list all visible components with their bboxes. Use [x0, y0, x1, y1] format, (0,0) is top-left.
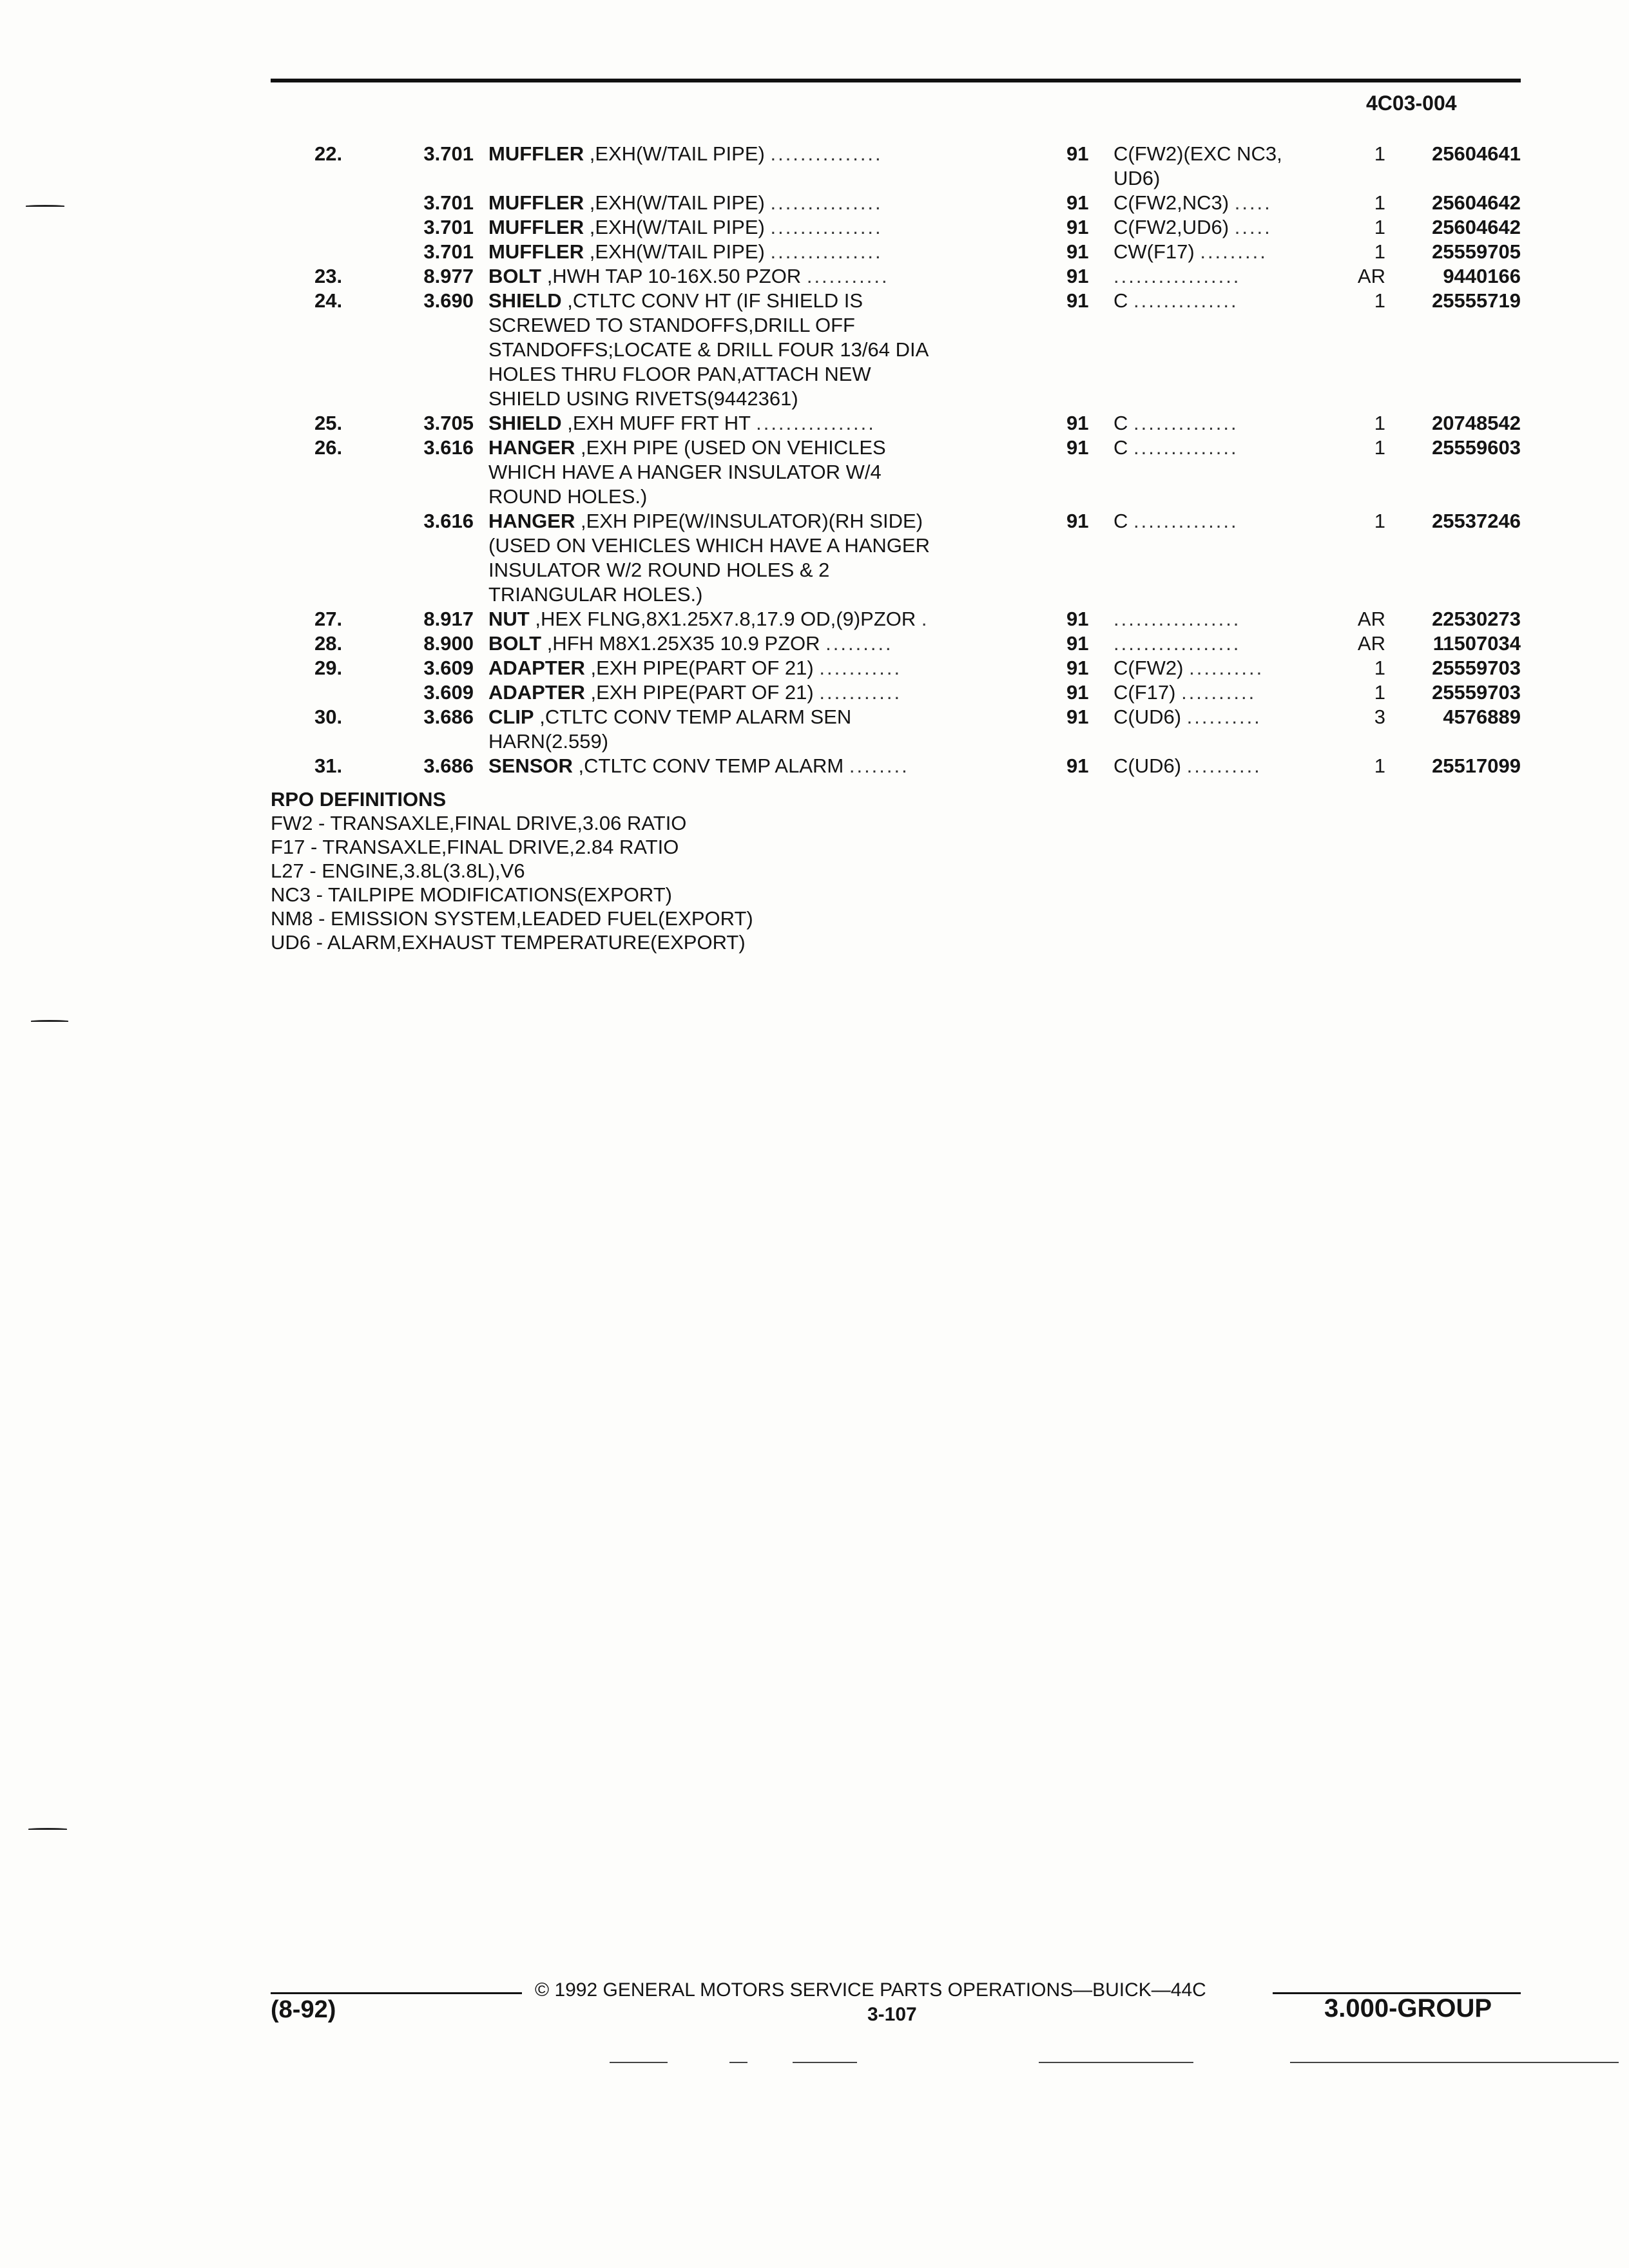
part-name: BOLT — [488, 265, 542, 287]
model-year: 91 — [1066, 216, 1089, 238]
rpo-line: L27 - ENGINE,3.8L(3.8L),V6 — [271, 860, 525, 882]
part-detail: ,HFH M8X1.25X35 10.9 PZOR — [541, 632, 826, 655]
usage-code-text: C(UD6) — [1113, 754, 1187, 777]
part-number: 11507034 — [1432, 632, 1521, 655]
part-description — [488, 656, 1017, 680]
usage-code-text: C — [1113, 436, 1133, 459]
parts-list — [0, 142, 1629, 778]
part-name: MUFFLER — [488, 142, 584, 165]
part-description — [488, 705, 1017, 729]
quantity: 1 — [1374, 191, 1385, 214]
table-row — [0, 607, 1629, 631]
part-name: ADAPTER — [488, 681, 585, 704]
footer-copyright: © 1992 GENERAL MOTORS SERVICE PARTS OPERATIONS—BUICK—44C — [535, 1979, 1206, 2001]
group-number: 3.690 — [423, 289, 474, 312]
part-detail: HOLES THRU FLOOR PAN,ATTACH NEW — [488, 363, 871, 385]
usage-code-text: C — [1113, 510, 1133, 532]
part-detail: ,CTLTC CONV TEMP ALARM SEN — [534, 706, 852, 728]
dot-leader: .............. — [1133, 510, 1239, 532]
part-number: 9440166 — [1443, 265, 1521, 287]
part-description — [488, 558, 1017, 582]
dot-leader: .............. — [1133, 412, 1239, 434]
part-number: 25604642 — [1432, 191, 1521, 214]
table-row — [0, 387, 1629, 411]
top-rule — [271, 79, 1521, 82]
part-name: BOLT — [488, 632, 542, 655]
usage-code — [1113, 240, 1333, 264]
table-row — [0, 264, 1629, 289]
scan-mark — [31, 1020, 68, 1022]
quantity: 1 — [1374, 681, 1385, 704]
part-name: ADAPTER — [488, 657, 585, 679]
table-row — [0, 362, 1629, 387]
dot-leader: ................. — [1113, 265, 1241, 287]
usage-code-text: C(F17) — [1113, 681, 1182, 704]
model-year: 91 — [1066, 632, 1089, 655]
dot-leader: ......... — [1200, 240, 1268, 263]
dot-leader: .......... — [1186, 754, 1262, 777]
part-detail: (USED ON VEHICLES WHICH HAVE A HANGER — [488, 534, 930, 557]
model-year: 91 — [1066, 412, 1089, 434]
usage-code — [1113, 509, 1333, 533]
usage-code — [1113, 191, 1333, 215]
item-number: 30. — [314, 706, 343, 728]
group-number: 3.686 — [423, 754, 474, 777]
table-row — [0, 705, 1629, 729]
scan-line — [610, 2062, 668, 2063]
part-detail: ,EXH(W/TAIL PIPE) — [584, 191, 771, 214]
part-description — [488, 460, 1017, 485]
part-description — [488, 582, 1017, 607]
usage-code — [1113, 680, 1333, 705]
usage-code-text: C — [1113, 289, 1133, 312]
part-name: MUFFLER — [488, 216, 584, 238]
usage-code — [1113, 607, 1333, 631]
scan-mark — [26, 205, 64, 207]
part-description — [488, 729, 1017, 754]
page-id: 4C03-004 — [1366, 91, 1457, 115]
dot-leader: ............... — [770, 240, 883, 263]
quantity: 1 — [1374, 289, 1385, 312]
table-row — [0, 338, 1629, 362]
scan-mark — [28, 1828, 67, 1830]
rpo-line: FW2 - TRANSAXLE,FINAL DRIVE,3.06 RATIO — [271, 812, 687, 834]
quantity: 1 — [1374, 216, 1385, 238]
dot-leader: .......... — [1189, 657, 1264, 679]
usage-code-text: CW(F17) — [1113, 240, 1200, 263]
part-description — [488, 142, 1017, 166]
table-row — [0, 166, 1629, 191]
part-name: MUFFLER — [488, 191, 584, 214]
quantity: 3 — [1374, 706, 1385, 728]
part-detail: ,EXH(W/TAIL PIPE) — [584, 216, 771, 238]
group-number: 3.686 — [423, 706, 474, 728]
rpo-line: F17 - TRANSAXLE,FINAL DRIVE,2.84 RATIO — [271, 836, 679, 858]
table-row — [0, 558, 1629, 582]
table-row — [0, 240, 1629, 264]
usage-code — [1113, 705, 1333, 729]
item-number: 28. — [314, 632, 343, 655]
table-row — [0, 729, 1629, 754]
part-detail: HARN(2.559) — [488, 730, 609, 753]
quantity: 1 — [1374, 754, 1385, 777]
part-description — [488, 215, 1017, 240]
part-detail: ,EXH PIPE (USED ON VEHICLES — [575, 436, 886, 459]
dot-leader: ........... — [819, 657, 902, 679]
dot-leader: ..... — [1234, 191, 1272, 214]
group-number: 3.616 — [423, 510, 474, 532]
part-description — [488, 313, 1017, 338]
part-description — [488, 754, 1017, 778]
part-name: NUT — [488, 608, 530, 630]
part-detail: ,EXH(W/TAIL PIPE) — [584, 240, 771, 263]
part-detail: ,EXH MUFF FRT HT — [561, 412, 757, 434]
part-number: 25604642 — [1432, 216, 1521, 238]
part-detail: ,CTLTC CONV TEMP ALARM — [572, 754, 849, 777]
part-detail: ,CTLTC CONV HT (IF SHIELD IS — [561, 289, 863, 312]
model-year: 91 — [1066, 240, 1089, 263]
model-year: 91 — [1066, 754, 1089, 777]
usage-code-text: UD6) — [1113, 167, 1161, 189]
table-row — [0, 436, 1629, 460]
group-number: 3.701 — [423, 142, 474, 165]
part-description — [488, 289, 1017, 313]
part-detail: SCREWED TO STANDOFFS,DRILL OFF — [488, 314, 855, 336]
group-number: 3.609 — [423, 681, 474, 704]
part-number: 25555719 — [1432, 289, 1521, 312]
part-detail: SHIELD USING RIVETS(9442361) — [488, 387, 798, 410]
part-number: 25559703 — [1432, 657, 1521, 679]
part-detail: INSULATOR W/2 ROUND HOLES & 2 — [488, 559, 830, 581]
part-number: 25537246 — [1432, 510, 1521, 532]
quantity: 1 — [1374, 240, 1385, 263]
part-number: 25604641 — [1432, 142, 1521, 165]
part-detail: ,HEX FLNG,8X1.25X7.8,17.9 OD,(9)PZOR — [529, 608, 921, 630]
part-detail: WHICH HAVE A HANGER INSULATOR W/4 — [488, 461, 882, 483]
part-detail: TRIANGULAR HOLES.) — [488, 583, 703, 606]
quantity: 1 — [1374, 412, 1385, 434]
usage-code-text: C(FW2,NC3) — [1113, 191, 1235, 214]
footer-group: 3.000-GROUP — [1324, 1994, 1492, 2023]
model-year: 91 — [1066, 657, 1089, 679]
model-year: 91 — [1066, 289, 1089, 312]
dot-leader: ............... — [770, 142, 883, 165]
table-row — [0, 680, 1629, 705]
rpo-line: NM8 - EMISSION SYSTEM,LEADED FUEL(EXPORT) — [271, 907, 753, 930]
group-number: 3.701 — [423, 216, 474, 238]
dot-leader: . — [921, 608, 929, 630]
group-number: 3.616 — [423, 436, 474, 459]
part-detail: ,HWH TAP 10-16X.50 PZOR — [541, 265, 807, 287]
table-row — [0, 191, 1629, 215]
quantity: 1 — [1374, 510, 1385, 532]
part-description — [488, 485, 1017, 509]
usage-code — [1113, 436, 1333, 460]
table-row — [0, 313, 1629, 338]
part-number: 25559703 — [1432, 681, 1521, 704]
part-description — [488, 436, 1017, 460]
rpo-title: RPO DEFINITIONS — [271, 788, 447, 811]
table-row — [0, 754, 1629, 778]
usage-code — [1113, 166, 1333, 191]
item-number: 24. — [314, 289, 343, 312]
part-description — [488, 411, 1017, 436]
table-row — [0, 485, 1629, 509]
dot-leader: ........... — [819, 681, 902, 704]
part-number: 20748542 — [1432, 412, 1521, 434]
item-number: 23. — [314, 265, 343, 287]
dot-leader: ......... — [825, 632, 893, 655]
usage-code — [1113, 142, 1333, 166]
table-row — [0, 142, 1629, 166]
dot-leader: .............. — [1133, 436, 1239, 459]
part-name: SHIELD — [488, 412, 562, 434]
table-row — [0, 582, 1629, 607]
table-row — [0, 631, 1629, 656]
dot-leader: .......... — [1186, 706, 1262, 728]
part-description — [488, 387, 1017, 411]
part-number: 4576889 — [1443, 706, 1521, 728]
group-number: 8.977 — [423, 265, 474, 287]
dot-leader: .............. — [1133, 289, 1239, 312]
dot-leader: ........... — [806, 265, 889, 287]
group-number: 3.609 — [423, 657, 474, 679]
usage-code-text: C — [1113, 412, 1133, 434]
table-row — [0, 289, 1629, 313]
table-row — [0, 411, 1629, 436]
table-row — [0, 460, 1629, 485]
part-description — [488, 191, 1017, 215]
model-year: 91 — [1066, 706, 1089, 728]
rpo-line: NC3 - TAILPIPE MODIFICATIONS(EXPORT) — [271, 883, 672, 906]
part-number: 25517099 — [1432, 754, 1521, 777]
part-detail: ,EXH PIPE(W/INSULATOR)(RH SIDE) — [575, 510, 923, 532]
dot-leader: ............... — [770, 216, 883, 238]
scan-line — [1039, 2062, 1193, 2063]
part-description — [488, 509, 1017, 533]
table-row — [0, 533, 1629, 558]
dot-leader: .......... — [1181, 681, 1257, 704]
rpo-line: UD6 - ALARM,EXHAUST TEMPERATURE(EXPORT) — [271, 931, 746, 954]
scan-line — [793, 2062, 857, 2063]
usage-code — [1113, 754, 1333, 778]
dot-leader: ................. — [1113, 632, 1241, 655]
dot-leader: ................ — [756, 412, 876, 434]
part-detail: ,EXH(W/TAIL PIPE) — [584, 142, 771, 165]
part-name: HANGER — [488, 436, 575, 459]
dot-leader: ................. — [1113, 608, 1241, 630]
quantity: AR — [1357, 632, 1385, 655]
usage-code — [1113, 411, 1333, 436]
model-year: 91 — [1066, 436, 1089, 459]
item-number: 29. — [314, 657, 343, 679]
quantity: 1 — [1374, 142, 1385, 165]
group-number: 8.900 — [423, 632, 474, 655]
part-number: 25559603 — [1432, 436, 1521, 459]
part-name: MUFFLER — [488, 240, 584, 263]
part-name: HANGER — [488, 510, 575, 532]
table-row — [0, 215, 1629, 240]
part-description — [488, 240, 1017, 264]
item-number: 27. — [314, 608, 343, 630]
part-name: SHIELD — [488, 289, 562, 312]
part-detail: ,EXH PIPE(PART OF 21) — [584, 657, 820, 679]
part-name: CLIP — [488, 706, 534, 728]
part-detail: ROUND HOLES.) — [488, 485, 648, 508]
usage-code-text: C(FW2,UD6) — [1113, 216, 1235, 238]
part-description — [488, 362, 1017, 387]
model-year: 91 — [1066, 191, 1089, 214]
part-detail: STANDOFFS;LOCATE & DRILL FOUR 13/64 DIA — [488, 338, 929, 361]
usage-code — [1113, 215, 1333, 240]
group-number: 3.705 — [423, 412, 474, 434]
model-year: 91 — [1066, 510, 1089, 532]
dot-leader: ............... — [770, 191, 883, 214]
scan-line — [729, 2062, 747, 2063]
usage-code-text: C(FW2)(EXC NC3, — [1113, 142, 1282, 165]
group-number: 3.701 — [423, 240, 474, 263]
item-number: 25. — [314, 412, 343, 434]
usage-code-text: C(FW2) — [1113, 657, 1190, 679]
part-number: 25559705 — [1432, 240, 1521, 263]
model-year: 91 — [1066, 608, 1089, 630]
quantity: 1 — [1374, 436, 1385, 459]
scan-line — [1290, 2062, 1619, 2063]
model-year: 91 — [1066, 681, 1089, 704]
item-number: 26. — [314, 436, 343, 459]
group-number: 3.701 — [423, 191, 474, 214]
usage-code-text: C(UD6) — [1113, 706, 1187, 728]
footer-page-number: 3-107 — [867, 2004, 917, 2025]
item-number: 22. — [314, 142, 343, 165]
part-description — [488, 607, 1017, 631]
table-row — [0, 656, 1629, 680]
item-number: 31. — [314, 754, 343, 777]
usage-code — [1113, 289, 1333, 313]
usage-code — [1113, 631, 1333, 656]
model-year: 91 — [1066, 142, 1089, 165]
part-description — [488, 533, 1017, 558]
part-detail: ,EXH PIPE(PART OF 21) — [584, 681, 820, 704]
table-row — [0, 509, 1629, 533]
usage-code — [1113, 656, 1333, 680]
usage-code — [1113, 264, 1333, 289]
model-year: 91 — [1066, 265, 1089, 287]
part-description — [488, 631, 1017, 656]
quantity: AR — [1357, 608, 1385, 630]
dot-leader: ..... — [1234, 216, 1272, 238]
dot-leader: ........ — [849, 754, 909, 777]
group-number: 8.917 — [423, 608, 474, 630]
footer-rule-left — [271, 1992, 522, 1994]
part-description — [488, 680, 1017, 705]
part-description — [488, 264, 1017, 289]
quantity: 1 — [1374, 657, 1385, 679]
footer-date: (8-92) — [271, 1996, 336, 2023]
rpo-definitions — [271, 787, 753, 954]
part-description — [488, 338, 1017, 362]
quantity: AR — [1357, 265, 1385, 287]
part-name: SENSOR — [488, 754, 573, 777]
part-number: 22530273 — [1432, 608, 1521, 630]
